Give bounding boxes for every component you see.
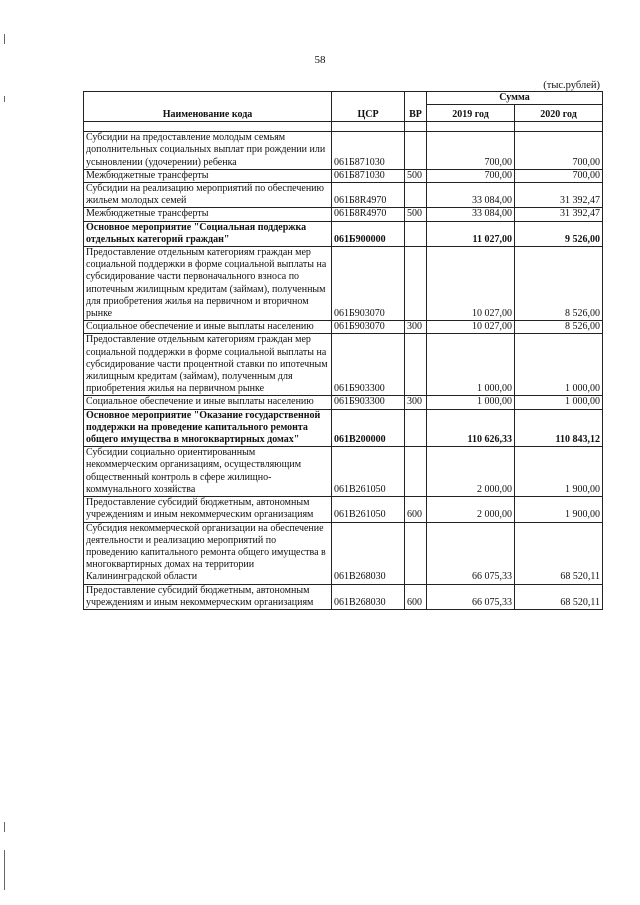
row-vr: 600 <box>405 584 427 609</box>
row-vr <box>405 221 427 246</box>
page-number: 58 <box>314 54 326 66</box>
table-row <box>84 321 603 334</box>
row-vr <box>405 447 427 497</box>
row-sum-2019: 66 075,33 <box>427 522 515 584</box>
row-vr <box>405 183 427 208</box>
row-csr: 061В261050 <box>332 497 405 522</box>
row-sum-2019: 33 084,00 <box>427 208 515 221</box>
table-spacer-row <box>84 122 603 132</box>
header-year-2020: 2020 год <box>515 105 603 122</box>
row-sum-2019: 1 000,00 <box>427 334 515 396</box>
table-row <box>84 132 603 170</box>
row-sum-2020: 110 843,12 <box>515 409 603 447</box>
row-csr: 061В200000 <box>332 409 405 447</box>
row-vr: 300 <box>405 321 427 334</box>
table-body <box>84 122 603 610</box>
budget-table <box>83 91 603 610</box>
row-csr: 061Б8R4970 <box>332 208 405 221</box>
row-vr: 500 <box>405 169 427 182</box>
row-sum-2020: 31 392,47 <box>515 183 603 208</box>
table-row <box>84 221 603 246</box>
scan-margin-marks <box>4 0 10 905</box>
table-row <box>84 447 603 497</box>
row-vr <box>405 522 427 584</box>
table-row <box>84 409 603 447</box>
row-sum-2019: 700,00 <box>427 169 515 182</box>
row-sum-2020: 1 900,00 <box>515 447 603 497</box>
row-vr: 500 <box>405 208 427 221</box>
row-name: Основное мероприятие "Социальная поддержка отдельных категорий граждан" <box>84 221 332 246</box>
row-csr: 061Б903070 <box>332 321 405 334</box>
row-sum-2020: 1 000,00 <box>515 334 603 396</box>
table-row <box>84 522 603 584</box>
row-name: Предоставление отдельным категориям граждан мер социальной поддержки в форме социальной выплаты на субсидирование части процентной ставки по ипотечным жилищным кредитам (займам), полученным для приобретения жилья на первичном рынке <box>84 334 332 396</box>
row-sum-2019: 33 084,00 <box>427 183 515 208</box>
row-vr <box>405 334 427 396</box>
row-vr: 600 <box>405 497 427 522</box>
units-label: (тыс.рублей) <box>543 80 600 91</box>
row-sum-2020: 31 392,47 <box>515 208 603 221</box>
row-csr: 061Б8R4970 <box>332 183 405 208</box>
table-row <box>84 183 603 208</box>
row-vr <box>405 247 427 321</box>
row-name: Субсидии на предоставление молодым семьям дополнительных социальных выплат при рождении или усыновлении (удочерении) ребенка <box>84 132 332 170</box>
table-row <box>84 247 603 321</box>
row-sum-2019: 66 075,33 <box>427 584 515 609</box>
header-name: Наименование кода <box>84 92 332 122</box>
row-name: Субсидии социально ориентированным некоммерческим организациям, осуществляющим общественный контроль в сфере жилищно-коммунального хозяйства <box>84 447 332 497</box>
table-header <box>84 92 603 122</box>
row-name: Социальное обеспечение и иные выплаты населению <box>84 396 332 409</box>
row-csr: 061Б871030 <box>332 132 405 170</box>
row-name: Субсидия некоммерческой организации на обеспечение деятельности и реализацию мероприятий по проведению капитального ремонта общего имущества в многоквартирных домах на территории Калининградской области <box>84 522 332 584</box>
row-sum-2020: 1 900,00 <box>515 497 603 522</box>
row-name: Предоставление субсидий бюджетным, автономным учреждениям и иным некоммерческим организациям <box>84 497 332 522</box>
header-csr: ЦСР <box>332 92 405 122</box>
row-sum-2020: 700,00 <box>515 169 603 182</box>
table-row <box>84 169 603 182</box>
row-sum-2020: 9 526,00 <box>515 221 603 246</box>
row-name: Межбюджетные трансферты <box>84 169 332 182</box>
row-vr: 300 <box>405 396 427 409</box>
table-row <box>84 208 603 221</box>
row-sum-2019: 10 027,00 <box>427 247 515 321</box>
row-csr: 061В261050 <box>332 447 405 497</box>
table-row <box>84 584 603 609</box>
row-csr: 061Б900000 <box>332 221 405 246</box>
row-vr <box>405 132 427 170</box>
row-csr: 061Б903300 <box>332 396 405 409</box>
row-csr: 061Б871030 <box>332 169 405 182</box>
table-row <box>84 334 603 396</box>
row-sum-2020: 8 526,00 <box>515 247 603 321</box>
row-name: Предоставление отдельным категориям граждан мер социальной поддержки в форме социальной выплаты на субсидирование части первоначального взноса по ипотечным жилищным кредитам (займам), полученным для приобретения жилья на первичном и вторичном рынке <box>84 247 332 321</box>
row-name: Основное мероприятие "Оказание государственной поддержки на проведение капитального ремонта общего имущества в многоквартирных домах" <box>84 409 332 447</box>
row-sum-2020: 68 520,11 <box>515 522 603 584</box>
row-sum-2019: 110 626,33 <box>427 409 515 447</box>
row-name: Социальное обеспечение и иные выплаты населению <box>84 321 332 334</box>
row-sum-2019: 10 027,00 <box>427 321 515 334</box>
row-sum-2020: 700,00 <box>515 132 603 170</box>
row-sum-2019: 11 027,00 <box>427 221 515 246</box>
row-csr: 061В268030 <box>332 522 405 584</box>
row-csr: 061Б903300 <box>332 334 405 396</box>
table-row <box>84 396 603 409</box>
header-sum: Сумма <box>427 92 603 105</box>
row-sum-2020: 68 520,11 <box>515 584 603 609</box>
row-name: Межбюджетные трансферты <box>84 208 332 221</box>
row-sum-2020: 8 526,00 <box>515 321 603 334</box>
row-csr: 061В268030 <box>332 584 405 609</box>
row-name: Субсидии на реализацию мероприятий по обеспечению жильем молодых семей <box>84 183 332 208</box>
header-vr: ВР <box>405 92 427 122</box>
row-sum-2019: 2 000,00 <box>427 497 515 522</box>
row-sum-2019: 700,00 <box>427 132 515 170</box>
row-sum-2020: 1 000,00 <box>515 396 603 409</box>
row-sum-2019: 1 000,00 <box>427 396 515 409</box>
table-row <box>84 497 603 522</box>
row-vr <box>405 409 427 447</box>
header-year-2019: 2019 год <box>427 105 515 122</box>
row-sum-2019: 2 000,00 <box>427 447 515 497</box>
row-csr: 061Б903070 <box>332 247 405 321</box>
row-name: Предоставление субсидий бюджетным, автономным учреждениям и иным некоммерческим организациям <box>84 584 332 609</box>
